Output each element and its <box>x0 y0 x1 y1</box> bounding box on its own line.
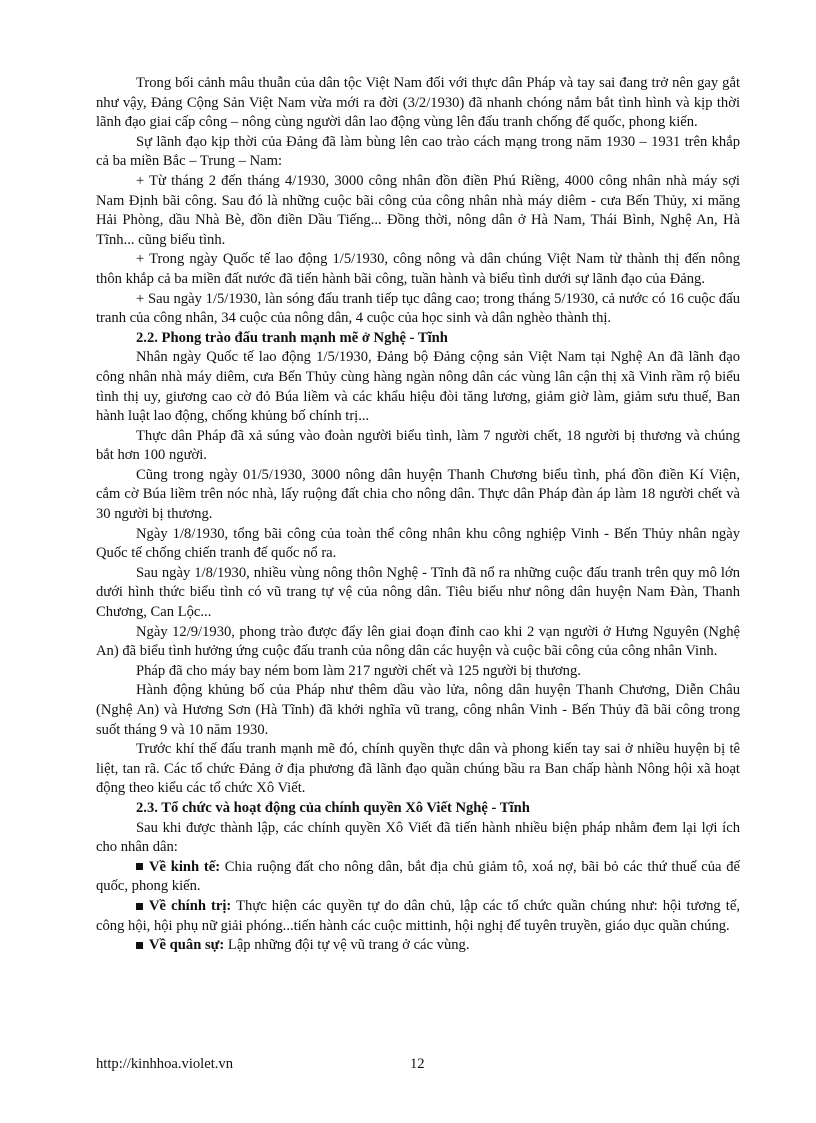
bullet-text: Lập những đội tự vệ vũ trang ở các vùng. <box>224 937 470 954</box>
page-footer <box>96 1056 740 1076</box>
bullet-text: Thực hiện các quyền tự do dân chủ, lập các tổ chức quần chúng như: hội tương tế, công hội, hội phụ nữ giải phóng...tiến hành các cuộc mittinh, hội nghị để tuyên truyền, giáo dục quần chúng. <box>96 897 740 934</box>
paragraph-general-strike: Ngày 1/8/1930, tổng bãi công của toàn thể công nhân khu công nghiệp Vinh - Bến Thủy nhân ngày Quốc tế chống chiến tranh đế quốc nổ ra. <box>96 525 740 562</box>
paragraph-armed-uprising: Hành động khủng bố của Pháp như thêm dầu vào lửa, nông dân huyện Thanh Chương, Diễn Châu (Nghệ An) và Hương Sơn (Hà Tĩnh) đã khởi nghĩa vũ trang, công nhân Vinh - Bến Thủy đã bãi công trong suốt tháng 9 và 10 năm 1930. <box>96 682 740 738</box>
paragraph-after-may-day: + Sau ngày 1/5/1930, làn sóng đấu tranh tiếp tục dâng cao; trong tháng 5/1930, cả nước có 16 cuộc đấu tranh của công nhân, 34 cuộc của nông dân, 4 cuộc của học sinh và dân nghèo thành thị. <box>96 290 740 327</box>
bullet-label: Về kinh tế: <box>149 858 221 875</box>
bullet-economy <box>96 858 740 897</box>
paragraph-uprising-intro: Sự lãnh đạo kịp thời của Đảng đã làm bùng lên cao trào cách mạng trong năm 1930 – 1931 trên khắp cả ba miền Bắc – Trung – Nam: <box>96 133 740 170</box>
paragraph-soviet-measures: Sau khi được thành lập, các chính quyền Xô Viết đã tiến hành nhiều biện pháp nhằm đem lại lợi ích cho nhân dân: <box>96 819 740 856</box>
bullet-politics <box>96 897 740 936</box>
paragraph-bombing: Pháp đã cho máy bay ném bom làm 217 người chết và 125 người bị thương. <box>136 662 581 679</box>
paragraph-nghe-an-may-day: Nhân ngày Quốc tế lao động 1/5/1930, Đảng bộ Đảng cộng sản Việt Nam tại Nghệ An đã lãnh đạo công nhân nhà máy diêm, cưa Bến Thủy cùng hàng ngàn nông dân các vùng lân cận thị xã Vinh rầm rộ biểu tình thị uy, giương cao cờ đỏ Búa liềm và các khẩu hiệu đòi tăng lương, giảm giờ làm, giảm sưu thuế, Ban hành luật lao động, chống khủng bố chính trị... <box>96 349 740 425</box>
square-bullet-icon <box>136 942 143 949</box>
document-body <box>96 74 740 956</box>
paragraph-hung-nguyen: Ngày 12/9/1930, phong trào được đẩy lên giai đoạn đỉnh cao khi 2 vạn người ở Hưng Nguyên (Nghệ An) đã biểu tình hưởng ứng cuộc đấu tranh của nông dân các huyện và cuộc bãi công của công nhân Vinh. <box>96 623 740 660</box>
section-heading-2-2: 2.2. Phong trào đấu tranh mạnh mẽ ở Nghệ - Tĩnh <box>136 329 448 346</box>
paragraph-may-day: + Trong ngày Quốc tế lao động 1/5/1930, công nông và dân chúng Việt Nam từ thành thị đến nông thôn khắp cả ba miền đất nước đã tiến hành bãi công, tuần hành và biểu tình dưới sự lãnh đạo của Đảng. <box>96 251 740 287</box>
footer-url-link[interactable]: http://kinhhoa.violet.vn <box>96 1056 234 1072</box>
paragraph-strikes-feb-apr: + Từ tháng 2 đến tháng 4/1930, 3000 công nhân đồn điền Phú Riềng, 4000 công nhân nhà máy sợi Nam Định bãi công. Sau đó là những cuộc bãi công của công nhân nhà máy diêm - cưa Bến Thủy, xi măng Hải Phòng, dầu Nhà Bè, đồn điền Dầu Tiếng... Đồng thời, nông dân ở Hà Nam, Thái Bình, Nghệ An, Hà Tĩnh... cũng biểu tình. <box>96 172 740 248</box>
paragraph-shooting: Thực dân Pháp đã xả súng vào đoàn người biểu tình, làm 7 người chết, 18 người bị thương và chúng bắt hơn 100 người. <box>96 427 740 464</box>
square-bullet-icon <box>136 903 143 910</box>
bullet-military <box>96 936 740 956</box>
paragraph-government-collapse: Trước khí thế đấu tranh mạnh mẽ đó, chính quyền thực dân và phong kiến tay sai ở nhiều huyện bị tê liệt, tan rã. Các tổ chức Đảng ở địa phương đã lãnh đạo quần chúng bầu ra Ban chấp hành Nông hội xã hoạt động theo kiểu các tổ chức Xô Viết. <box>96 741 740 797</box>
page-number: 12 <box>410 1056 425 1072</box>
paragraph-context: Trong bối cảnh mâu thuẫn của dân tộc Việt Nam đối với thực dân Pháp và tay sai đang trở nên gay gắt như vậy, Đảng Cộng Sản Việt Nam vừa mới ra đời (3/2/1930) đã nhanh chóng nắm bắt tình hình và kịp thời lãnh đạo giai cấp công – nông cùng người dân lao động vùng lên đấu tranh chống đế quốc, phong kiến. <box>96 75 740 131</box>
bullet-label: Về chính trị: <box>149 897 232 914</box>
square-bullet-icon <box>136 863 143 870</box>
paragraph-armed-demonstrations: Sau ngày 1/8/1930, nhiều vùng nông thôn Nghệ - Tĩnh đã nổ ra những cuộc đấu tranh trên quy mô lớn dưới hình thức biểu tình có vũ trang tự vệ của nông dân. Tiêu biểu như nông dân huyện Nam Đàn, Thanh Chương, Can Lộc... <box>96 564 740 621</box>
section-heading-2-3: 2.3. Tổ chức và hoạt động của chính quyền Xô Viết Nghệ - Tĩnh <box>136 799 530 816</box>
paragraph-thanh-chuong: Cũng trong ngày 01/5/1930, 3000 nông dân huyện Thanh Chương biểu tình, phá đồn điền Kí Viện, cắm cờ Búa liềm trên nóc nhà, lấy ruộng đất chia cho nông dân. Thực dân Pháp đàn áp làm 18 người chết và 30 người bị thương. <box>96 466 740 523</box>
bullet-label: Về quân sự: <box>149 937 225 954</box>
bullet-text: Chia ruộng đất cho nông dân, bắt địa chủ giảm tô, xoá nợ, bãi bỏ các thứ thuế của đế quốc, phong kiến. <box>96 858 740 895</box>
